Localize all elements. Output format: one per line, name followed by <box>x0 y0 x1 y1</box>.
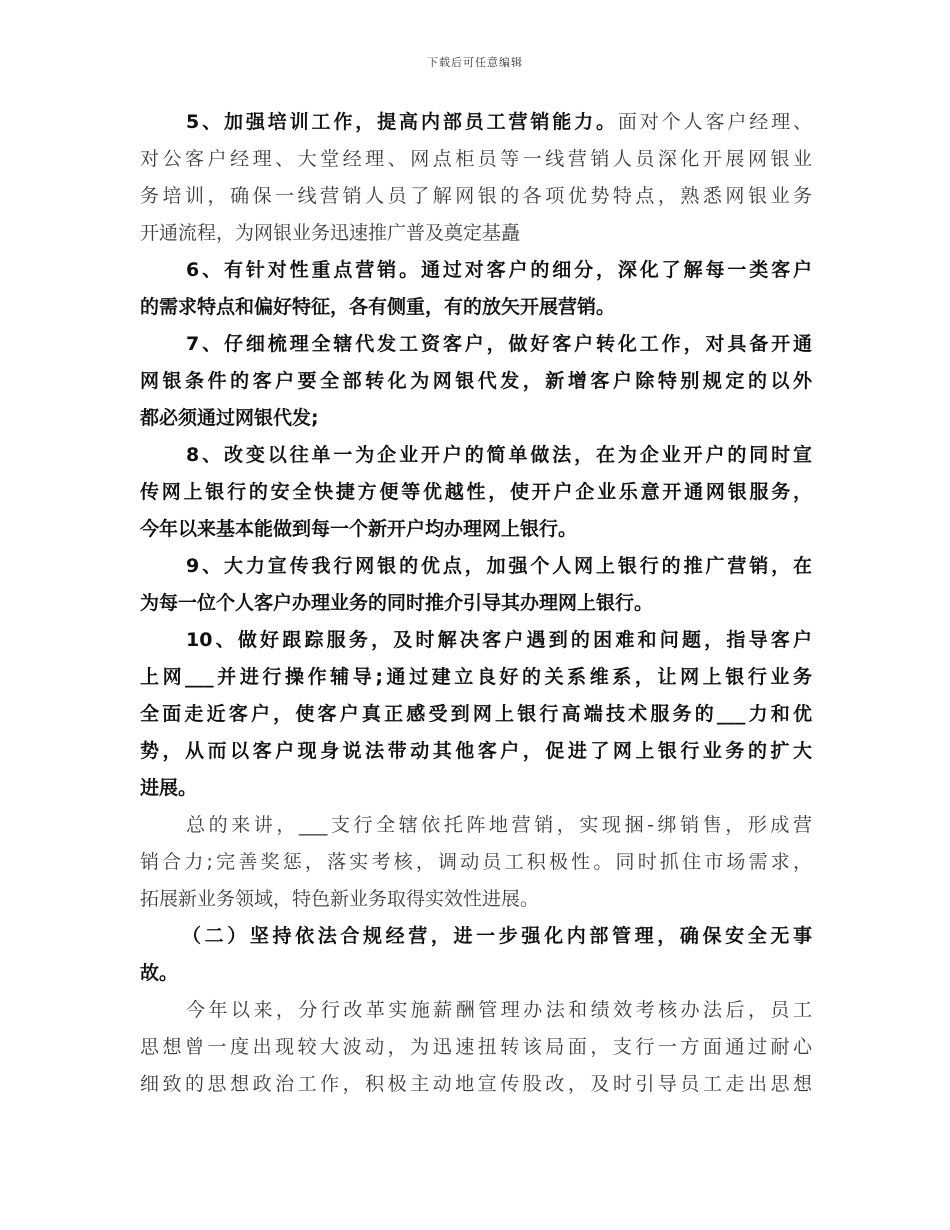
text-run: 面对个人客户经理、 <box>617 111 812 133</box>
text-line: 8、改变以往单一为企业开户的简单做法，在为企业开户的同时宣 <box>186 444 812 466</box>
text-line: 6、有针对性重点营销。通过对客户的细分，深化了解每一类客户 <box>186 259 812 281</box>
text-line: 对公客户经理、大堂经理、网点柜员等一线营销人员深化开展网银业 <box>140 148 812 170</box>
text-line <box>140 104 812 141</box>
text-line: 细致的思想政治工作，积极主动地宣传股改，及时引导员工走出思想 <box>140 1073 812 1095</box>
text-line: 10、做好跟踪服务，及时解决客户遇到的困难和问题，指导客户 <box>186 629 812 651</box>
text-line: 今年以来，分行改革实施薪酬管理办法和绩效考核办法后，员工 <box>186 999 812 1021</box>
text-line: 7、仔细梳理全辖代发工资客户，做好客户转化工作，对具备开通 <box>186 333 812 355</box>
paragraph <box>140 992 812 1103</box>
text-line: 为每一位个人客户办理业务的同时推介引导其办理网上银行。 <box>140 592 654 614</box>
paragraph <box>140 104 812 252</box>
text-line: 思想曾一度出现较大波动，为迅速扭转该局面，支行一方面通过耐心 <box>140 1036 812 1058</box>
paragraph <box>140 252 812 326</box>
page-header: 下载后可任意编辑 <box>427 56 523 69</box>
text-line: 今年以来基本能做到每一个新开户均办理网上银行。 <box>140 518 578 540</box>
text-line: （二）坚持依法合规经营，进一步强化内部管理，确保安全无事 <box>182 925 812 947</box>
text-line: 故。 <box>140 962 179 984</box>
paragraph <box>140 326 812 437</box>
paragraph <box>140 622 812 807</box>
paragraph <box>140 548 812 622</box>
text-line: 传网上银行的安全快捷方便等优越性，使开户企业乐意开通网银服务， <box>140 481 812 503</box>
text-line: 上网___并进行操作辅导;通过建立良好的关系维系，让网上银行业务 <box>140 666 812 688</box>
text-line: 务培训，确保一线营销人员了解网银的各项优势特点，熟悉网银业务 <box>140 185 812 207</box>
text-line: 总的来讲，___支行全辖依托阵地营销，实现捆-绑销售，形成营 <box>186 814 812 836</box>
paragraph <box>140 437 812 548</box>
text-line: 都必须通过网银代发; <box>140 407 319 429</box>
paragraph-lead: 5、加强培训工作，提高内部员工营销能力。 <box>186 111 618 133</box>
text-line: 9、大力宣传我行网银的优点，加强个人网上银行的推广营销，在 <box>186 555 812 577</box>
document-body <box>140 104 812 1103</box>
text-line: 全面走近客户，使客户真正感受到网上银行高端技术服务的___力和优 <box>140 703 812 725</box>
section-heading <box>140 918 812 992</box>
text-line: 拓展新业务领域，特色新业务取得实效性进展。 <box>140 888 540 910</box>
text-line: 势，从而以客户现身说法带动其他客户，促进了网上银行业务的扩大 <box>140 740 812 762</box>
text-line: 销合力;完善奖惩，落实考核，调动员工积极性。同时抓住市场需求， <box>140 851 812 873</box>
text-line: 网银条件的客户要全部转化为网银代发，新增客户除特别规定的以外 <box>140 370 812 392</box>
text-line: 开通流程，为网银业务迅速推广普及奠定基矗 <box>140 222 521 244</box>
text-line: 的需求特点和偏好特征，各有侧重，有的放矢开展营销。 <box>140 296 616 318</box>
text-line: 进展。 <box>140 777 198 799</box>
paragraph <box>140 807 812 918</box>
